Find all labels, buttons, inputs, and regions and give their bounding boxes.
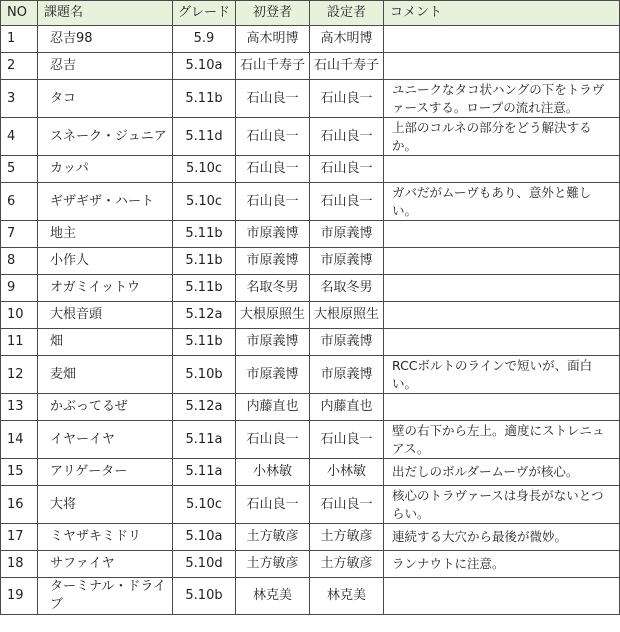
cell-first-ascent: 市原義博: [236, 248, 310, 275]
cell-name: 大根音頭: [38, 302, 173, 329]
cell-name: 地主: [38, 221, 173, 248]
cell-first-ascent: 大根原照生: [236, 302, 310, 329]
cell-setter: 小林敏: [310, 459, 384, 486]
cell-no: 18: [1, 551, 38, 578]
cell-first-ascent: 市原義博: [236, 356, 310, 394]
cell-first-ascent: 石山良一: [236, 486, 310, 524]
cell-first-ascent: 内藤直也: [236, 394, 310, 421]
cell-comment: 出だしのボルダームーヴが核心。: [384, 459, 620, 486]
cell-no: 15: [1, 459, 38, 486]
cell-setter: 石山千寿子: [310, 53, 384, 80]
cell-first-ascent: 石山良一: [236, 80, 310, 118]
cell-no: 7: [1, 221, 38, 248]
cell-name: カッパ: [38, 156, 173, 183]
cell-setter: 名取冬男: [310, 275, 384, 302]
table-row: [1, 421, 620, 459]
cell-grade: 5.10c: [173, 183, 236, 221]
table-row: [1, 551, 620, 578]
cell-grade: 5.9: [173, 26, 236, 53]
cell-setter: 石山良一: [310, 80, 384, 118]
cell-setter: 大根原照生: [310, 302, 384, 329]
cell-setter: 市原義博: [310, 329, 384, 356]
cell-name: かぶってるぜ: [38, 394, 173, 421]
cell-no: 11: [1, 329, 38, 356]
cell-setter: 市原義博: [310, 356, 384, 394]
cell-no: 16: [1, 486, 38, 524]
cell-name: 畑: [38, 329, 173, 356]
cell-grade: 5.11a: [173, 459, 236, 486]
cell-name: タコ: [38, 80, 173, 118]
cell-first-ascent: 石山良一: [236, 421, 310, 459]
header-first-ascent: 初登者: [236, 1, 310, 26]
cell-grade: 5.11b: [173, 80, 236, 118]
table-row: [1, 275, 620, 302]
cell-comment: 連続する大穴から最後が微妙。: [384, 524, 620, 551]
cell-setter: 土方敏彦: [310, 524, 384, 551]
table-row: [1, 394, 620, 421]
cell-grade: 5.11d: [173, 118, 236, 156]
cell-comment: [384, 221, 620, 248]
table-row: [1, 302, 620, 329]
cell-comment: [384, 329, 620, 356]
table-row: [1, 459, 620, 486]
table-row: [1, 26, 620, 53]
cell-no: 17: [1, 524, 38, 551]
cell-grade: 5.10c: [173, 156, 236, 183]
cell-setter: 市原義博: [310, 248, 384, 275]
cell-no: 3: [1, 80, 38, 118]
cell-grade: 5.10c: [173, 486, 236, 524]
cell-no: 13: [1, 394, 38, 421]
cell-name: スネーク・ジュニア: [38, 118, 173, 156]
cell-grade: 5.12a: [173, 394, 236, 421]
cell-no: 5: [1, 156, 38, 183]
cell-comment: ガバだがムーヴもあり、意外と難しい。: [384, 183, 620, 221]
table-header: [1, 1, 620, 26]
table-row: [1, 524, 620, 551]
cell-name: ミヤザキミドリ: [38, 524, 173, 551]
table-row: [1, 118, 620, 156]
cell-no: 1: [1, 26, 38, 53]
cell-setter: 高木明博: [310, 26, 384, 53]
cell-comment: ユニークなタコ状ハングの下をトラヴァースする。ロープの流れ注意。: [384, 80, 620, 118]
cell-first-ascent: 石山良一: [236, 118, 310, 156]
cell-name: ターミナル・ドライブ: [38, 578, 173, 615]
cell-first-ascent: 林克美: [236, 578, 310, 615]
table-body: [1, 26, 620, 615]
cell-setter: 石山良一: [310, 156, 384, 183]
cell-comment: 核心のトラヴァースは身長がないとつらい。: [384, 486, 620, 524]
cell-first-ascent: 石山良一: [236, 156, 310, 183]
cell-grade: 5.10d: [173, 551, 236, 578]
cell-name: ギザギザ・ハート: [38, 183, 173, 221]
cell-no: 8: [1, 248, 38, 275]
cell-no: 14: [1, 421, 38, 459]
header-name: 課題名: [38, 1, 173, 26]
cell-comment: 壁の右下から左上。適度にストレニュアス。: [384, 421, 620, 459]
cell-no: 9: [1, 275, 38, 302]
cell-first-ascent: 小林敏: [236, 459, 310, 486]
header-grade: グレード: [173, 1, 236, 26]
cell-no: 19: [1, 578, 38, 615]
cell-setter: 内藤直也: [310, 394, 384, 421]
cell-grade: 5.11b: [173, 329, 236, 356]
table-row: [1, 356, 620, 394]
cell-no: 12: [1, 356, 38, 394]
cell-grade: 5.11a: [173, 421, 236, 459]
cell-comment: [384, 26, 620, 53]
table-row: [1, 578, 620, 615]
cell-comment: RCCボルトのラインで短いが、面白い。: [384, 356, 620, 394]
cell-grade: 5.12a: [173, 302, 236, 329]
cell-name: イヤーイヤ: [38, 421, 173, 459]
cell-first-ascent: 市原義博: [236, 221, 310, 248]
cell-name: 大将: [38, 486, 173, 524]
cell-name: 忍吉98: [38, 26, 173, 53]
cell-setter: 土方敏彦: [310, 551, 384, 578]
header-comment: コメント: [384, 1, 620, 26]
header-row: [1, 1, 620, 26]
cell-name: 小作人: [38, 248, 173, 275]
table-row: [1, 221, 620, 248]
cell-grade: 5.11b: [173, 275, 236, 302]
cell-first-ascent: 名取冬男: [236, 275, 310, 302]
cell-setter: 石山良一: [310, 421, 384, 459]
cell-no: 2: [1, 53, 38, 80]
cell-grade: 5.10a: [173, 524, 236, 551]
cell-name: サファイヤ: [38, 551, 173, 578]
cell-comment: [384, 394, 620, 421]
cell-comment: [384, 53, 620, 80]
cell-grade: 5.10b: [173, 578, 236, 615]
table-row: [1, 156, 620, 183]
cell-setter: 石山良一: [310, 118, 384, 156]
table-row: [1, 53, 620, 80]
cell-name: 麦畑: [38, 356, 173, 394]
cell-comment: 上部のコルネの部分をどう解決するか。: [384, 118, 620, 156]
cell-comment: [384, 248, 620, 275]
cell-setter: 市原義博: [310, 221, 384, 248]
cell-name: 忍吉: [38, 53, 173, 80]
cell-no: 6: [1, 183, 38, 221]
cell-grade: 5.10a: [173, 53, 236, 80]
table-row: [1, 329, 620, 356]
cell-no: 10: [1, 302, 38, 329]
cell-grade: 5.11b: [173, 248, 236, 275]
cell-comment: [384, 275, 620, 302]
cell-name: アリゲーター: [38, 459, 173, 486]
cell-first-ascent: 石山千寿子: [236, 53, 310, 80]
cell-grade: 5.11b: [173, 221, 236, 248]
cell-comment: [384, 302, 620, 329]
cell-comment: [384, 156, 620, 183]
cell-first-ascent: 土方敏彦: [236, 524, 310, 551]
table-row: [1, 248, 620, 275]
cell-first-ascent: 石山良一: [236, 183, 310, 221]
table-row: [1, 486, 620, 524]
header-setter: 設定者: [310, 1, 384, 26]
cell-comment: [384, 578, 620, 615]
cell-comment: ランナウトに注意。: [384, 551, 620, 578]
cell-setter: 石山良一: [310, 486, 384, 524]
table-row: [1, 183, 620, 221]
cell-grade: 5.10b: [173, 356, 236, 394]
cell-setter: 林克美: [310, 578, 384, 615]
cell-name: オガミイットウ: [38, 275, 173, 302]
cell-first-ascent: 土方敏彦: [236, 551, 310, 578]
cell-first-ascent: 市原義博: [236, 329, 310, 356]
cell-no: 4: [1, 118, 38, 156]
cell-setter: 石山良一: [310, 183, 384, 221]
cell-first-ascent: 高木明博: [236, 26, 310, 53]
table-row: [1, 80, 620, 118]
header-no: NO: [1, 1, 38, 26]
